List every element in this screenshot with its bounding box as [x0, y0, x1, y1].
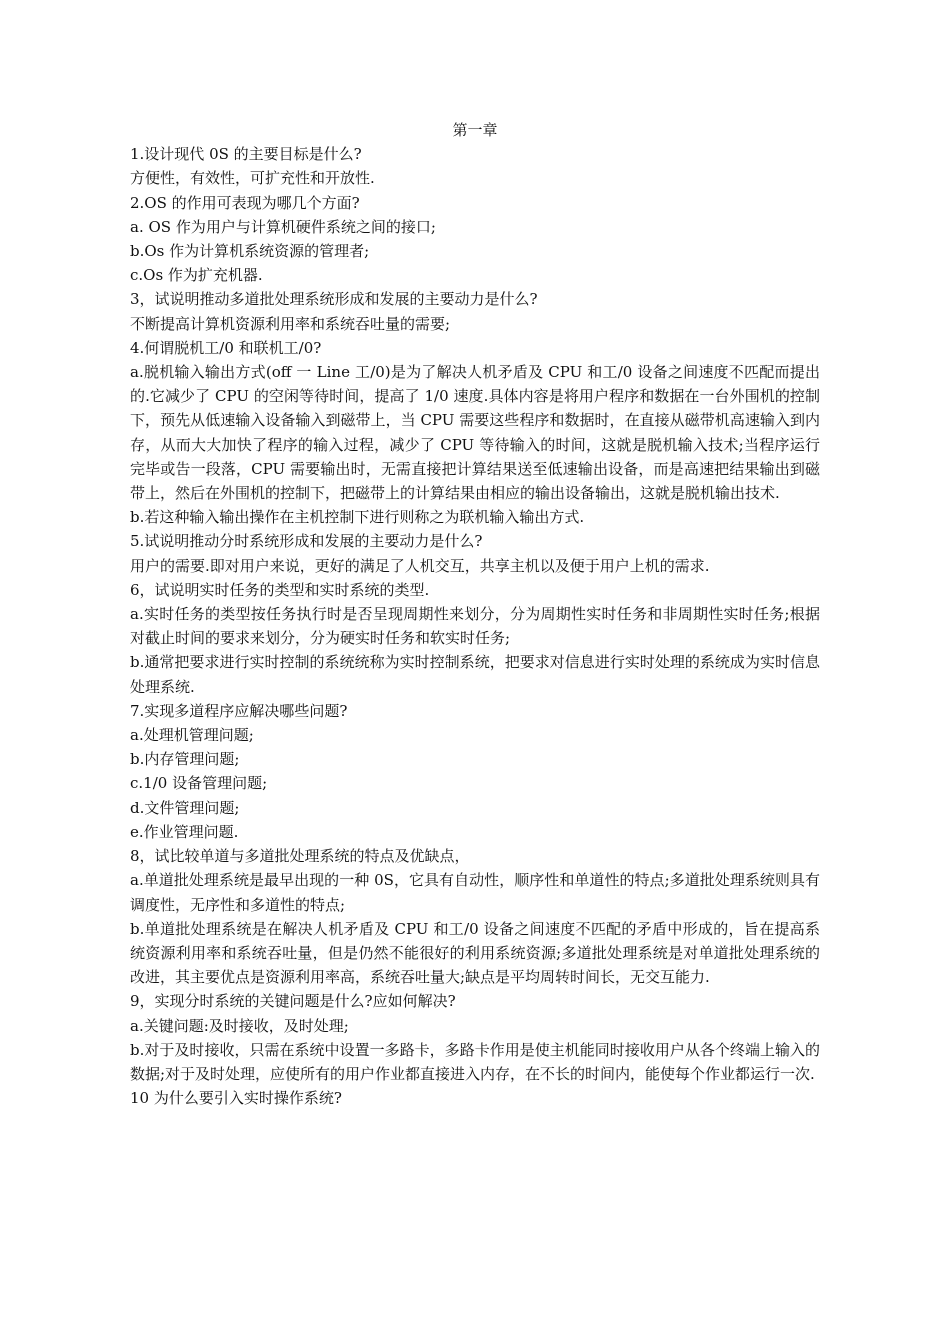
answer-7e: e.作业管理问题.: [130, 822, 239, 841]
question-8: 8，试比较单道与多道批处理系统的特点及优缺点，: [130, 847, 470, 866]
answer-2a: a. OS 作为用户与计算机硬件系统之间的接口;: [130, 217, 436, 236]
question-7: 7.实现多道程序应解决哪些问题?: [130, 701, 348, 720]
answer-9b: b.对于及时接收，只需在系统中设置一多路卡，多路卡作用是使主机能同时接收用户从各个终端上输入的数据;对于及时处理，应使所有的用户作业都直接进入内存，在不长的时间内，能使每个作业都运行一次.: [130, 1040, 820, 1083]
answer-6a: a.实时任务的类型按任务执行时是否呈现周期性来划分，分为周期性实时任务和非周期性实时任务;根据对截止时间的要求来划分，分为硬实时任务和软实时任务;: [130, 605, 820, 648]
chapter-title: 第一章: [452, 121, 498, 139]
answer-7d: d.文件管理问题;: [130, 798, 240, 817]
answer-8a: a.单道批处理系统是最早出现的一种 0S，它具有自动性，顺序性和单道性的特点;多道批处理系统则具有调度性，无序性和多道性的特点;: [130, 871, 820, 914]
answer-1: 方便性，有效性，可扩充性和开放性.: [130, 169, 375, 188]
answer-4b: b.若这种输入输出操作在主机控制下进行则称之为联机输入输出方式.: [130, 508, 585, 527]
answer-7a: a.处理机管理问题;: [130, 726, 254, 745]
question-1: 1.设计现代 0S 的主要目标是什么?: [130, 145, 362, 164]
answer-5: 用户的需要.即对用户来说，更好的满足了人机交互，共享主机以及便于用户上机的需求.: [130, 556, 710, 575]
question-10: 10 为什么要引入实时操作系统?: [130, 1089, 342, 1108]
question-2: 2.OS 的作用可表现为哪几个方面?: [130, 193, 360, 212]
answer-9a: a.关键问题:及时接收，及时处理;: [130, 1016, 349, 1035]
answer-8b: b.单道批处理系统是在解决人机矛盾及 CPU 和工/0 设备之间速度不匹配的矛盾中形成的，旨在提高系统资源利用率和系统吞吐量，但是仍然不能很好的利用系统资源;多道批处理系统是对单道批处理系统的改进，其主要优点是资源利用率高，系统吞吐量大;缺点是平均周转时间长，无交互能力.: [130, 919, 820, 987]
answer-2b: b.Os 作为计算机系统资源的管理者;: [130, 242, 370, 261]
answer-7b: b.内存管理问题;: [130, 750, 240, 769]
answer-4a: a.脱机输入输出方式(off 一 Line 工/0)是为了解决人机矛盾及 CPU 和工/0 设备之间速度不匹配而提出的.它减少了 CPU 的空闲等待时间，提高了 1/0 速度.具体内容是将用户程序和数据在一台外围机的控制下，预先从低速输入设备输入到磁带上，当 CPU 需要这些程序和数据时，在直接从磁带机高速输入到内存，从而大大加快了程序的输入过程，减少了 CPU 等待输入的时间，这就是脱机输入技术;当程序运行完毕或告一段落，CPU 需要输出时，无需直接把计算结果送至低速输出设备，而是高速把结果输出到磁带上，然后在外围机的控制下，把磁带上的计算结果由相应的输出设备输出，这就是脱机输出技术.: [130, 363, 820, 503]
answer-6b: b.通常把要求进行实时控制的系统统称为实时控制系统，把要求对信息进行实时处理的系统成为实时信息处理系统.: [130, 653, 820, 696]
question-3: 3，试说明推动多道批处理系统形成和发展的主要动力是什么?: [130, 290, 538, 309]
answer-3: 不断提高计算机资源利用率和系统吞吐量的需要;: [130, 314, 451, 333]
question-4: 4.何谓脱机工/0 和联机工/0?: [130, 338, 322, 357]
answer-2c: c.Os 作为扩充机器.: [130, 266, 263, 285]
document-body: [130, 118, 820, 1110]
question-6: 6，试说明实时任务的类型和实时系统的类型.: [130, 580, 430, 599]
question-9: 9，实现分时系统的关键问题是什么?应如何解决?: [130, 992, 456, 1011]
question-5: 5.试说明推动分时系统形成和发展的主要动力是什么?: [130, 532, 483, 551]
answer-7c: c.1/0 设备管理问题;: [130, 774, 268, 793]
